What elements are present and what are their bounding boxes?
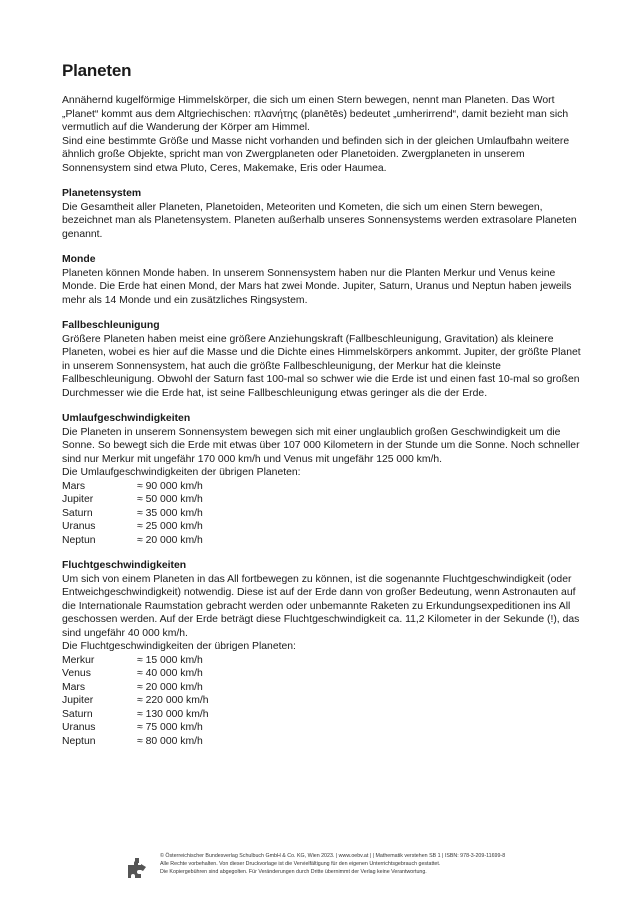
list-item <box>62 681 582 695</box>
section-text: Die Planeten in unserem Sonnensystem bewegen sich mit einer unglaublich großen Geschwindigkeit um die Sonne. So bewegt sich die Erde mit etwas über 107 000 Kilometern in der Stunde um die Sonne. Noch schneller sind nur Merkur mit ungefähr 170 000 km/h und Venus mit ungefähr 125 000 km/h. <box>62 426 580 465</box>
intro-block <box>62 94 582 175</box>
speed-value: ≈ 80 000 km/h <box>137 735 203 747</box>
section-heading: Fallbeschleunigung <box>62 320 160 331</box>
speed-value: ≈ 15 000 km/h <box>137 654 203 666</box>
section-text: Um sich von einem Planeten in das All fortbewegen zu können, ist die sogenannte Fluchtgeschwindigkeit (oder Entweichgeschwindigkeit) notwendig. Diese ist auf der Erde dann von großer Bedeutung, wenn Astronauten auf die Internationale Raumstation gebracht werden oder unbemannte Raketen zu Erkundungsexpeditionen ins All geschossen werden. Auf der Erde beträgt diese Fluchtgeschwindigkeit ca. 11,2 Kilometer in der Sekunde (!), das sind ungefähr 40 000 km/h. <box>62 573 580 639</box>
list-item <box>62 708 582 722</box>
planet-name: Uranus <box>62 521 96 532</box>
list-item <box>62 694 582 708</box>
publisher-puzzle-logo-icon <box>126 857 148 879</box>
planet-name: Saturn <box>62 708 93 720</box>
planet-name: Neptun <box>62 735 96 747</box>
speed-value: ≈ 40 000 km/h <box>137 668 203 679</box>
section-text: Planeten können Monde haben. In unserem Sonnensystem haben nur die Planten Merkur und Venus keine Monde. Die Erde hat einen Mond, der Mars hat zwei Monde. Jupiter, Saturn, Uranus und Neptun haben jeweils mehr als 14 Monde und ein zusätzliches Ringsystem. <box>62 267 572 306</box>
list-item <box>62 721 582 735</box>
section-planetensystem <box>62 187 582 241</box>
planet-name: Uranus <box>62 722 96 733</box>
document-body <box>62 94 582 748</box>
section-text: Größere Planeten haben meist eine größere Anziehungskraft (Fallbeschleunigung, Gravitation) als kleinere Planeten, wobei es hier auf die Masse und die Dichte eines Himmelskörpers ankommt. Jupiter, der größte Planet in unserem Sonnensystem, hat auch die größte Fallbeschleunigung, der Merkur hat die kleinste Fallbeschleunigung. Obwohl der Saturn fast 100-mal so schwer wie die Erde ist und einen fast 10-mal so großen Durchmesser wie die Erde hat, ist seine Fallbeschleunigung etwas geringer als die der Erde. <box>62 333 581 399</box>
speed-value: ≈ 220 000 km/h <box>137 695 209 706</box>
list-item <box>62 507 582 521</box>
planet-name: Venus <box>62 668 91 679</box>
list-item <box>62 520 582 534</box>
planet-name: Saturn <box>62 507 93 519</box>
section-heading: Monde <box>62 254 96 265</box>
list-item <box>62 534 582 548</box>
section-fallbeschleunigung <box>62 319 582 400</box>
list-intro: Die Umlaufgeschwindigkeiten der übrigen Planeten: <box>62 467 301 478</box>
orbital-speed-list <box>62 480 582 548</box>
escape-speed-list <box>62 654 582 749</box>
speed-value: ≈ 20 000 km/h <box>137 534 203 546</box>
speed-value: ≈ 50 000 km/h <box>137 494 203 505</box>
list-item <box>62 667 582 681</box>
footer-line: © Österreichischer Bundesverlag Schulbuch GmbH & Co. KG, Wien 2023. | www.oebv.at | | Mathematik verstehen SB 1 | ISBN: 978-3-209-11699-8 <box>160 853 506 859</box>
planet-name: Mars <box>62 480 86 492</box>
list-item <box>62 480 582 494</box>
speed-value: ≈ 75 000 km/h <box>137 722 203 733</box>
footer-line: Alle Rechte vorbehalten. Von dieser Druckvorlage ist die Vervielfältigung für den eigenen Unterrichtsgebrauch gestattet. <box>160 860 441 867</box>
list-item <box>62 735 582 749</box>
speed-value: ≈ 20 000 km/h <box>137 681 203 693</box>
speed-value: ≈ 35 000 km/h <box>137 507 203 519</box>
section-umlaufgeschwindigkeiten <box>62 412 582 547</box>
planet-name: Neptun <box>62 534 96 546</box>
speed-value: ≈ 90 000 km/h <box>137 480 203 492</box>
footer-line: Die Kopiergebühren sind abgegolten. Für Veränderungen durch Dritte übernimmt der Verlag keine Verantwortung. <box>160 868 427 875</box>
section-text: Die Gesamtheit aller Planeten, Planetoiden, Meteoriten und Kometen, die sich um einen Stern bewegen, bezeichnet man als Planetensystem. Planeten außerhalb unseres Sonnensystems werden extrasolare Planeten genannt. <box>62 201 577 240</box>
speed-value: ≈ 25 000 km/h <box>137 521 203 532</box>
list-item <box>62 654 582 668</box>
planet-name: Jupiter <box>62 695 94 706</box>
section-heading: Fluchtgeschwindigkeiten <box>62 560 187 571</box>
intro-paragraph-2: Sind eine bestimmte Größe und Masse nicht vorhanden und befinden sich in der gleichen Umlaufbahn weitere ähnlich große Objekte, spricht man von Zwergplaneten oder Planetoiden. Zwergplaneten in unserem Sonnensystem sind etwa Pluto, Ceres, Makemake, Eris oder Haumea. <box>62 135 570 174</box>
section-heading: Umlaufgeschwindigkeiten <box>62 413 191 424</box>
section-heading: Planetensystem <box>62 188 142 199</box>
planet-name: Mars <box>62 681 86 693</box>
list-intro: Die Fluchtgeschwindigkeiten der übrigen Planeten: <box>62 641 296 652</box>
section-fluchtgeschwindigkeiten <box>62 559 582 748</box>
list-item <box>62 493 582 507</box>
planet-name: Jupiter <box>62 494 94 505</box>
copyright-footer <box>160 853 560 876</box>
planet-name: Merkur <box>62 654 95 666</box>
section-monde <box>62 253 582 307</box>
page-title: Planeten <box>62 61 132 80</box>
intro-paragraph-1: Annähernd kugelförmige Himmelskörper, die sich um einen Stern bewegen, nennt man Planeten. Das Wort „Planet“ kommt aus dem Altgriechischen: πλανήτης (planētēs) bedeutet „umherirrend“, damit bezieht man sich vermutlich auf die Wanderung der Körper am Himmel. <box>62 95 569 133</box>
speed-value: ≈ 130 000 km/h <box>137 708 209 720</box>
